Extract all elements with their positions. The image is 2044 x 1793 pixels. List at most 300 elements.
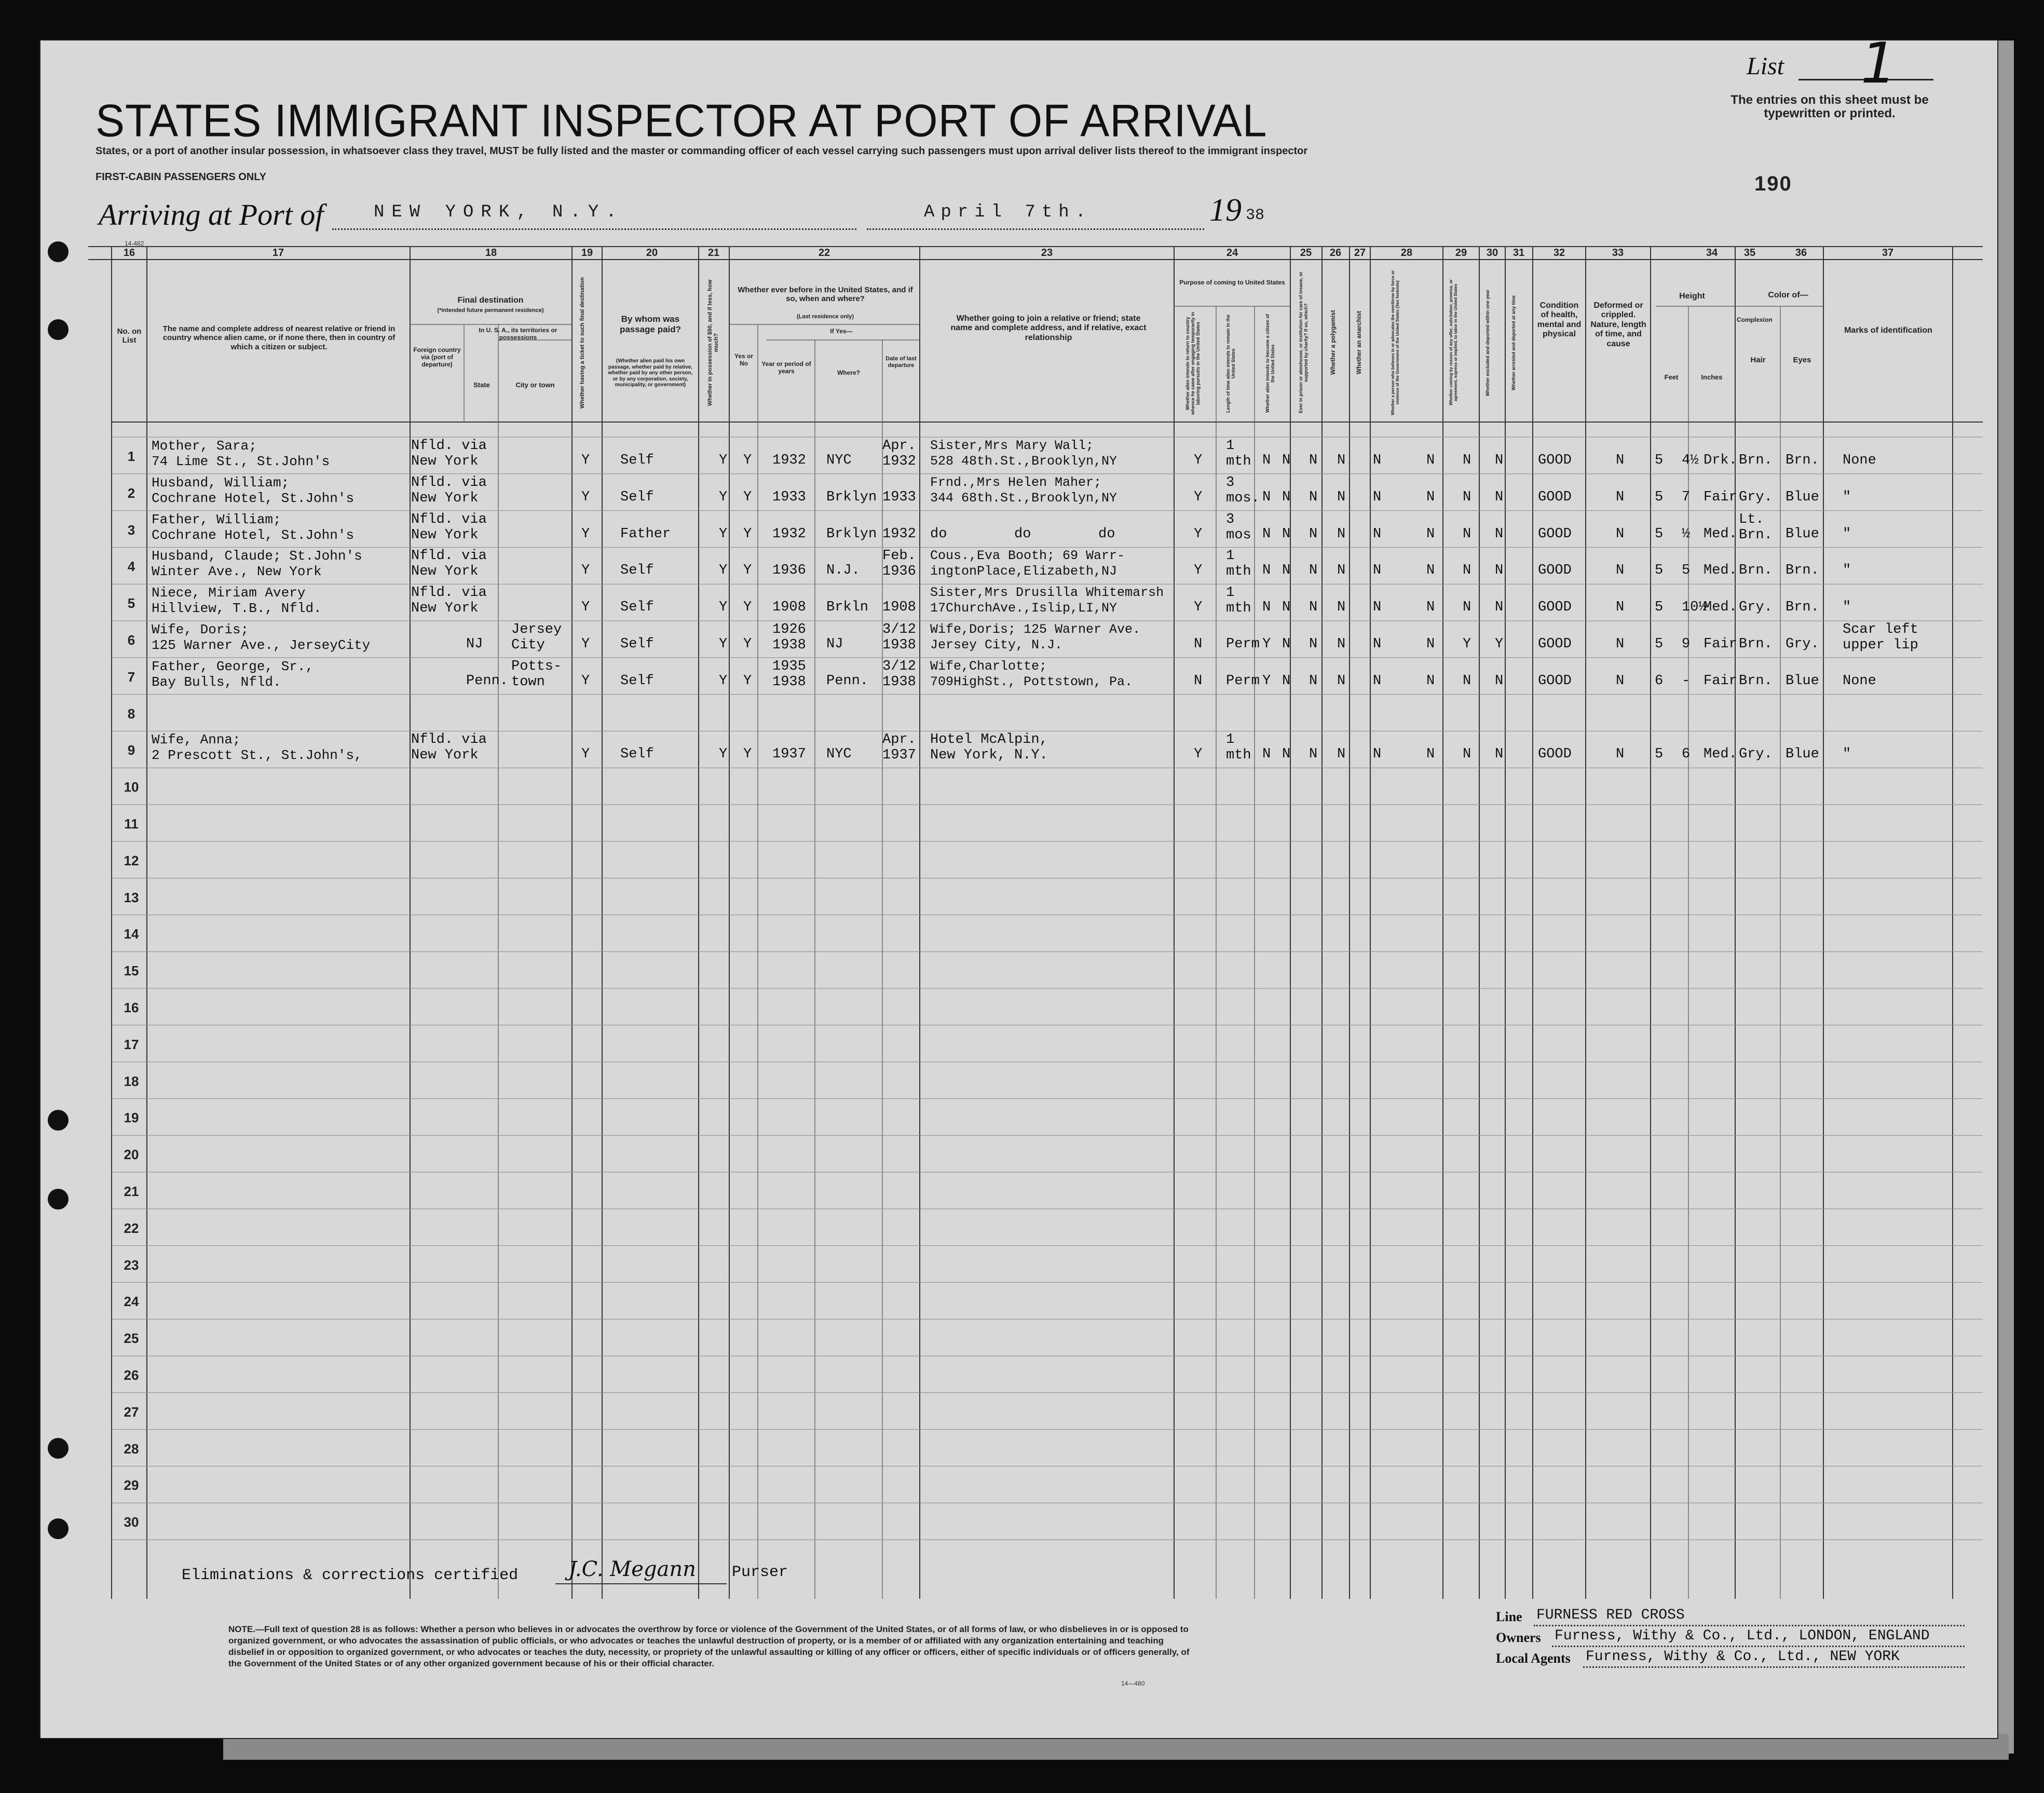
- column-number: 25: [1300, 247, 1312, 259]
- col-hair-header: Hair: [1750, 356, 1766, 364]
- last-departure-cell: 1933: [882, 489, 916, 505]
- excluded-cell: N: [1463, 526, 1471, 542]
- col-inches-header: Inches: [1701, 373, 1723, 381]
- ticket-cell: Y: [581, 746, 590, 763]
- money-cell: Y: [719, 489, 728, 505]
- complexion-cell: Fair: [1704, 636, 1737, 652]
- where-cell: NYC: [826, 453, 852, 468]
- arrested-cell: N: [1495, 453, 1504, 468]
- col-yesno-header: Yes or No: [734, 352, 754, 367]
- contract-cell: N: [1426, 636, 1435, 652]
- feet-cell: 5: [1655, 453, 1664, 468]
- polygamist-cell: N: [1309, 636, 1318, 652]
- before-us-cell: Y: [743, 600, 752, 616]
- prison-cell: N: [1282, 636, 1291, 652]
- where-cell: Brkln: [826, 600, 869, 616]
- city-cell: Jersey City: [511, 622, 562, 653]
- owners-value: Furness, Withy & Co., Ltd., LONDON, ENGLAND: [1555, 1628, 1930, 1644]
- money-cell: Y: [719, 453, 728, 468]
- row-number: 30: [124, 1514, 139, 1530]
- prison-cell: N: [1282, 489, 1291, 505]
- where-cell: NYC: [826, 746, 852, 763]
- marks-cell: None: [1843, 673, 1876, 689]
- deformed-cell: N: [1616, 746, 1625, 763]
- row-number: 4: [127, 559, 135, 575]
- purpose-a-cell: Y: [1194, 600, 1203, 616]
- col-where-header: Where?: [837, 369, 860, 376]
- excluded-cell: N: [1463, 673, 1471, 689]
- signature-line: [555, 1583, 727, 1584]
- column-number: 32: [1553, 247, 1565, 259]
- col-purpose-c-header: Whether alien intends to become a citizen of the United States: [1265, 314, 1275, 413]
- before-us-cell: Y: [743, 526, 752, 542]
- col-final-dest-header: Final destination: [457, 296, 524, 305]
- ticket-cell: Y: [581, 600, 590, 616]
- foreign-cell: Nfld. via New York: [411, 548, 487, 580]
- prison-cell: N: [1282, 526, 1291, 542]
- row-number: 16: [124, 1000, 139, 1015]
- prison-cell: N: [1282, 600, 1291, 616]
- prison-cell: N: [1282, 563, 1291, 579]
- eyes-cell: Brn.: [1786, 563, 1819, 579]
- hair-cell: Brn.: [1739, 673, 1773, 689]
- last-departure-cell: Apr. 1937: [882, 732, 916, 764]
- col-no-header: No. on List: [117, 327, 142, 345]
- state-cell: NJ: [466, 636, 483, 652]
- page-number: 190: [1754, 172, 1792, 195]
- ticket-cell: Y: [581, 526, 590, 542]
- col-prison-header: Ever in prison or almshouse, or institution for care of insane, or supported by charity? If so, which?: [1298, 271, 1309, 414]
- col-feet-header: Feet: [1664, 373, 1679, 381]
- polygamist-cell: N: [1309, 600, 1318, 616]
- column-number: 34: [1706, 247, 1718, 259]
- col-marks-header: Marks of identification: [1844, 326, 1932, 335]
- row-number: 10: [124, 779, 139, 795]
- arrested-cell: N: [1495, 600, 1504, 616]
- line-underline: [1534, 1625, 1965, 1626]
- purpose-a-cell: Y: [1194, 746, 1203, 763]
- paid-by-cell: Self: [620, 453, 654, 468]
- eyes-cell: Blue: [1786, 526, 1819, 542]
- before-us-cell: Y: [743, 563, 752, 579]
- row-number: 19: [124, 1110, 139, 1126]
- purser-signature: J.C. Megann: [568, 1557, 696, 1581]
- col-paidby-note: (Whether alien paid his own passage, whether paid by relative, whether paid by any other person, or by any corporation, society, municipality, or government): [608, 358, 693, 388]
- years-cell: 1926 1938: [772, 622, 806, 653]
- feet-cell: 5: [1655, 600, 1664, 616]
- column-number: 24: [1226, 247, 1238, 259]
- ticket-cell: Y: [581, 636, 590, 652]
- column-number: 33: [1612, 247, 1624, 259]
- arrested-cell: N: [1495, 746, 1504, 763]
- overthrow-cell: N: [1373, 526, 1382, 542]
- row-number: 27: [124, 1404, 139, 1420]
- typewritten-note: The entries on this sheet must be typewritten or printed.: [1730, 93, 1929, 121]
- owners-underline: [1552, 1646, 1965, 1647]
- ticket-cell: Y: [581, 489, 590, 505]
- polygamist-cell: N: [1309, 526, 1318, 542]
- anarchist-cell: N: [1337, 489, 1346, 505]
- purpose-a-cell: Y: [1194, 453, 1203, 468]
- hair-cell: Lt. Brn.: [1739, 511, 1773, 543]
- row-number: 23: [124, 1257, 139, 1273]
- marks-cell: ": [1843, 526, 1851, 542]
- health-cell: GOOD: [1538, 489, 1572, 505]
- purpose-c-cell: N: [1262, 563, 1271, 579]
- page-title: STATES IMMIGRANT INSPECTOR AT PORT OF ARRIVAL: [96, 94, 1268, 146]
- paid-by-cell: Self: [620, 489, 654, 505]
- foreign-cell: Nfld. via New York: [411, 511, 487, 543]
- years-cell: 1935 1938: [772, 658, 806, 690]
- eyes-cell: Brn.: [1786, 453, 1819, 468]
- row-number: 2: [127, 485, 135, 501]
- feet-cell: 5: [1655, 563, 1664, 579]
- foreign-cell: Nfld. via New York: [411, 438, 487, 469]
- col-ifyes-header: If Yes—: [830, 328, 853, 335]
- inches-cell: 6: [1682, 746, 1691, 763]
- line-value: FURNESS RED CROSS: [1536, 1607, 1685, 1623]
- col-contract-header: Whether coming by reason of any offer, solicitation, promise, or agreement, express or implied, to labor in the United States: [1449, 279, 1458, 406]
- purpose-c-cell: N: [1262, 746, 1271, 763]
- polygamist-cell: N: [1309, 489, 1318, 505]
- col-overthrow-header: Whether a person who believes in or advocates the overthrow by force or violence of the Government of the United States (See footnote): [1391, 270, 1400, 415]
- feet-cell: 6: [1655, 673, 1664, 689]
- city-cell: Potts- town: [511, 658, 562, 690]
- joining-cell: Sister,Mrs Mary Wall; 528 48th.St.,Brooklyn,NY: [930, 438, 1118, 469]
- contract-cell: N: [1426, 526, 1435, 542]
- health-cell: GOOD: [1538, 746, 1572, 763]
- purpose-b-cell: Perm: [1226, 636, 1260, 652]
- col-state-header: State: [473, 381, 490, 389]
- contract-cell: N: [1426, 673, 1435, 689]
- deformed-cell: N: [1616, 636, 1625, 652]
- inches-cell: 9: [1682, 636, 1691, 652]
- col-last-res-note: (Last residence only): [796, 314, 854, 320]
- prison-cell: N: [1282, 673, 1291, 689]
- col-purpose-header: Purpose of coming to United States: [1179, 279, 1285, 286]
- polygamist-cell: N: [1309, 563, 1318, 579]
- prison-cell: N: [1282, 746, 1291, 763]
- subtitle: States, or a port of another insular possession, in whatsoever class they travel, MUST be fully listed and the master or commanding officer of each vessel carrying such passengers must upon arrival deliver lists thereof to the immigrant inspector: [96, 145, 1308, 157]
- where-cell: Brklyn: [826, 489, 877, 505]
- purpose-b-cell: Perm: [1226, 673, 1260, 689]
- excluded-cell: N: [1463, 489, 1471, 505]
- column-number: 28: [1400, 247, 1413, 259]
- ticket-cell: Y: [581, 563, 590, 579]
- column-number: 17: [272, 247, 284, 259]
- health-cell: GOOD: [1538, 453, 1572, 468]
- complexion-cell: Fair: [1704, 489, 1737, 505]
- col-relative-header: The name and complete address of nearest relative or friend in country whence alien came, or if none there, then in country of which a citizen or subject.: [162, 324, 396, 351]
- inches-cell: 4½: [1682, 453, 1699, 468]
- column-number: 21: [707, 247, 720, 259]
- purpose-b-cell: 1 mth: [1226, 548, 1251, 580]
- polygamist-cell: N: [1309, 746, 1318, 763]
- inches-cell: 5: [1682, 563, 1691, 579]
- marks-cell: ": [1843, 600, 1851, 616]
- marks-cell: ": [1843, 746, 1851, 763]
- relative-cell: Father, George, Sr., Bay Bulls, Nfld.: [152, 658, 314, 690]
- year-suffix: 38: [1246, 207, 1265, 224]
- purpose-c-cell: N: [1262, 526, 1271, 542]
- agents-underline: [1583, 1666, 1965, 1668]
- inches-cell: 10½: [1682, 600, 1707, 616]
- complexion-cell: Med.: [1704, 600, 1737, 616]
- joining-cell: Wife,Charlotte; 709HighSt., Pottstown, Pa.: [930, 658, 1133, 689]
- purser-label: Purser: [732, 1564, 788, 1581]
- where-cell: Brklyn: [826, 526, 877, 542]
- deformed-cell: N: [1616, 673, 1625, 689]
- column-number: 29: [1455, 247, 1467, 259]
- where-cell: N.J.: [826, 563, 860, 579]
- col-paidby-header: By whom was passage paid?: [619, 314, 682, 334]
- row-number: 24: [124, 1294, 139, 1310]
- marks-cell: ": [1843, 489, 1851, 505]
- health-cell: GOOD: [1538, 600, 1572, 616]
- purpose-a-cell: Y: [1194, 489, 1203, 505]
- column-number: 23: [1041, 247, 1053, 259]
- money-cell: Y: [719, 600, 728, 616]
- column-number: 35: [1743, 247, 1756, 259]
- col-purpose-b-header: Length of time alien intends to remain in the United States: [1225, 314, 1236, 413]
- before-us-cell: Y: [743, 673, 752, 689]
- joining-cell: Sister,Mrs Drusilla Whitemarsh 17ChurchAve.,Islip,LI,NY: [930, 585, 1164, 616]
- agents-label: Local Agents: [1496, 1651, 1571, 1666]
- foreign-cell: Nfld. via New York: [411, 585, 487, 617]
- row-number: 3: [127, 522, 135, 538]
- row-number: 25: [124, 1330, 139, 1347]
- col-money-header: Whether in possession of $50, and if less, how much?: [707, 279, 720, 406]
- relative-cell: Husband, Claude; St.John's Winter Ave., New York: [152, 548, 362, 580]
- line-label: Line: [1496, 1609, 1522, 1624]
- overthrow-cell: N: [1373, 746, 1382, 763]
- col-excluded-header: Whether excluded and deported within one year: [1485, 289, 1490, 396]
- footnote-code: 14—480: [1121, 1680, 1145, 1687]
- arrested-cell: Y: [1495, 636, 1504, 652]
- form-code: 14-482: [125, 240, 144, 247]
- polygamist-cell: N: [1309, 453, 1318, 468]
- arriving-label: Arriving at Port of: [99, 198, 324, 232]
- marks-cell: None: [1843, 453, 1876, 468]
- joining-cell: Hotel McAlpin, New York, N.Y.: [930, 732, 1048, 764]
- before-us-cell: Y: [743, 453, 752, 468]
- column-number: 26: [1329, 247, 1342, 259]
- years-cell: 1937: [772, 746, 806, 763]
- relative-cell: Mother, Sara; 74 Lime St., St.John's: [152, 438, 330, 469]
- col-in-usa-header: In U. S. A., its territories or possessions: [479, 327, 557, 341]
- column-number: 20: [646, 247, 658, 259]
- list-label: List: [1747, 52, 1784, 80]
- deformed-cell: N: [1616, 526, 1625, 542]
- purpose-c-cell: N: [1262, 453, 1271, 468]
- last-departure-cell: 1908: [882, 600, 916, 616]
- col-city-header: City or town: [515, 381, 555, 389]
- inches-cell: -: [1682, 673, 1691, 689]
- overthrow-cell: N: [1373, 636, 1382, 652]
- excluded-cell: N: [1463, 453, 1471, 468]
- health-cell: GOOD: [1538, 673, 1572, 689]
- excluded-cell: N: [1463, 563, 1471, 579]
- row-number: 29: [124, 1477, 139, 1493]
- polygamist-cell: N: [1309, 673, 1318, 689]
- purpose-a-cell: Y: [1194, 526, 1203, 542]
- col-joining-header: Whether going to join a relative or friend; state name and complete address, and if relative, exact relationship: [950, 314, 1147, 342]
- inches-cell: ½: [1682, 526, 1691, 542]
- deformed-cell: N: [1616, 600, 1625, 616]
- joining-cell: Wife,Doris; 125 Warner Ave. Jersey City, N.J.: [930, 622, 1141, 653]
- joining-cell: Frnd.,Mrs Helen Maher; 344 68th.St.,Brooklyn,NY: [930, 474, 1118, 506]
- column-number: 16: [123, 247, 135, 259]
- last-departure-cell: 3/12 1938: [882, 658, 916, 690]
- row-number: 20: [124, 1147, 139, 1163]
- before-us-cell: Y: [743, 746, 752, 763]
- overthrow-cell: N: [1373, 600, 1382, 616]
- paid-by-cell: Self: [620, 636, 654, 652]
- prison-cell: N: [1282, 453, 1291, 468]
- complexion-cell: Med.: [1704, 526, 1737, 542]
- column-number: 37: [1882, 247, 1894, 259]
- anarchist-cell: N: [1337, 526, 1346, 542]
- health-cell: GOOD: [1538, 636, 1572, 652]
- column-number: 18: [485, 247, 497, 259]
- where-cell: Penn.: [826, 673, 869, 689]
- col-height-header: Height: [1679, 292, 1705, 301]
- year-prefix: 19: [1209, 193, 1242, 228]
- arrested-cell: N: [1495, 489, 1504, 505]
- list-number: 1: [1861, 31, 1897, 96]
- eyes-cell: Brn.: [1786, 600, 1819, 616]
- money-cell: Y: [719, 526, 728, 542]
- overthrow-cell: N: [1373, 673, 1382, 689]
- overthrow-cell: N: [1373, 453, 1382, 468]
- last-departure-cell: Feb. 1936: [882, 548, 916, 580]
- joining-cell: do do do: [930, 526, 1115, 542]
- marks-cell: Scar left upper lip: [1843, 622, 1918, 653]
- column-number: 31: [1512, 247, 1525, 259]
- col-arrested-header: Whether arrested and deported at any time: [1511, 295, 1516, 390]
- last-departure-cell: 1932: [882, 526, 916, 542]
- anarchist-cell: N: [1337, 453, 1346, 468]
- complexion-cell: Fair: [1704, 673, 1737, 689]
- feet-cell: 5: [1655, 636, 1664, 652]
- health-cell: GOOD: [1538, 526, 1572, 542]
- ticket-cell: Y: [581, 453, 590, 468]
- agents-value: Furness, Withy & Co., Ltd., NEW YORK: [1586, 1649, 1900, 1665]
- col-final-dest-note: (*Intended future permanent residence): [437, 307, 544, 314]
- row-number: 22: [124, 1220, 139, 1236]
- col-foreign-header: Foreign country via (port of departure): [413, 346, 461, 368]
- column-number: 30: [1486, 247, 1498, 259]
- hair-cell: Brn.: [1739, 563, 1773, 579]
- col-complexion-header: Complexion: [1737, 316, 1773, 323]
- eyes-cell: Blue: [1786, 489, 1819, 505]
- deformed-cell: N: [1616, 563, 1625, 579]
- contract-cell: N: [1426, 600, 1435, 616]
- col-color-header: Color of—: [1768, 291, 1808, 300]
- col-anarchist-header: Whether an anarchist: [1355, 310, 1362, 375]
- row-number: 21: [124, 1184, 139, 1199]
- feet-cell: 5: [1655, 746, 1664, 763]
- col-health-header: Condition of health, mental and physical: [1537, 301, 1582, 339]
- row-number: 28: [124, 1441, 139, 1457]
- excluded-cell: Y: [1463, 636, 1471, 652]
- money-cell: Y: [719, 563, 728, 579]
- money-cell: Y: [719, 636, 728, 652]
- hair-cell: Brn.: [1739, 453, 1773, 468]
- column-number: 22: [818, 247, 830, 259]
- arrival-port: NEW YORK, N.Y.: [374, 202, 624, 222]
- arrested-cell: N: [1495, 563, 1504, 579]
- overthrow-cell: N: [1373, 489, 1382, 505]
- col-purpose-a-header: Whether alien intends to return to country whence he came after engaging temporarily in laboring pursuits in the United States: [1185, 311, 1201, 415]
- anarchist-cell: N: [1337, 746, 1346, 763]
- row-number: 5: [127, 595, 135, 612]
- deformed-cell: N: [1616, 489, 1625, 505]
- anarchist-cell: N: [1337, 673, 1346, 689]
- col-eyes-header: Eyes: [1793, 356, 1811, 364]
- col-years-header: Year or period of years: [761, 360, 811, 375]
- overthrow-cell: N: [1373, 563, 1382, 579]
- row-number: 9: [127, 742, 135, 758]
- hair-cell: Gry.: [1739, 746, 1773, 763]
- column-number: 27: [1354, 247, 1366, 259]
- row-number: 6: [127, 632, 135, 648]
- foreign-cell: Nfld. via New York: [411, 732, 487, 764]
- row-number: 1: [127, 449, 135, 464]
- joining-cell: Cous.,Eva Booth; 69 Warr- ingtonPlace,Elizabeth,NJ: [930, 548, 1125, 579]
- col-lastdep-header: Date of last departure: [885, 356, 917, 369]
- feet-cell: 5: [1655, 526, 1664, 542]
- relative-cell: Wife, Doris; 125 Warner Ave., JerseyCity: [152, 622, 371, 653]
- purpose-b-cell: 3 mos.: [1226, 474, 1260, 506]
- eyes-cell: Blue: [1786, 673, 1819, 689]
- years-cell: 1932: [772, 453, 806, 468]
- purpose-a-cell: N: [1194, 636, 1203, 652]
- col-ticket-header: Whether having a ticket to such final destination: [579, 277, 585, 409]
- purpose-b-cell: 1 mth: [1226, 438, 1251, 469]
- paid-by-cell: Father: [620, 526, 671, 542]
- purpose-c-cell: N: [1262, 489, 1271, 505]
- purpose-b-cell: 3 mos: [1226, 511, 1251, 543]
- purpose-b-cell: 1 mth: [1226, 732, 1251, 764]
- row-number: 26: [124, 1367, 139, 1383]
- before-us-cell: Y: [743, 489, 752, 505]
- contract-cell: N: [1426, 563, 1435, 579]
- relative-cell: Husband, William; Cochrane Hotel, St.John's: [152, 474, 355, 506]
- row-number: 7: [127, 669, 135, 685]
- ticket-cell: Y: [581, 673, 590, 689]
- complexion-cell: Med.: [1704, 746, 1737, 763]
- relative-cell: Wife, Anna; 2 Prescott St., St.John's,: [152, 732, 362, 764]
- purpose-c-cell: Y: [1262, 673, 1271, 689]
- eyes-cell: Blue: [1786, 746, 1819, 763]
- before-us-cell: Y: [743, 636, 752, 652]
- inches-cell: 7: [1682, 489, 1691, 505]
- column-number: 19: [581, 247, 593, 259]
- owners-label: Owners: [1496, 1630, 1541, 1645]
- years-cell: 1908: [772, 600, 806, 616]
- arrested-cell: N: [1495, 673, 1504, 689]
- row-number: 18: [124, 1073, 139, 1089]
- hair-cell: Gry.: [1739, 489, 1773, 505]
- row-number: 14: [124, 926, 139, 942]
- arrival-date: April 7th.: [924, 202, 1093, 222]
- paid-by-cell: Self: [620, 600, 654, 616]
- complexion-cell: Drk.: [1704, 453, 1737, 468]
- row-number: 11: [124, 816, 139, 832]
- purpose-c-cell: Y: [1262, 636, 1271, 652]
- purpose-b-cell: 1 mth: [1226, 585, 1251, 617]
